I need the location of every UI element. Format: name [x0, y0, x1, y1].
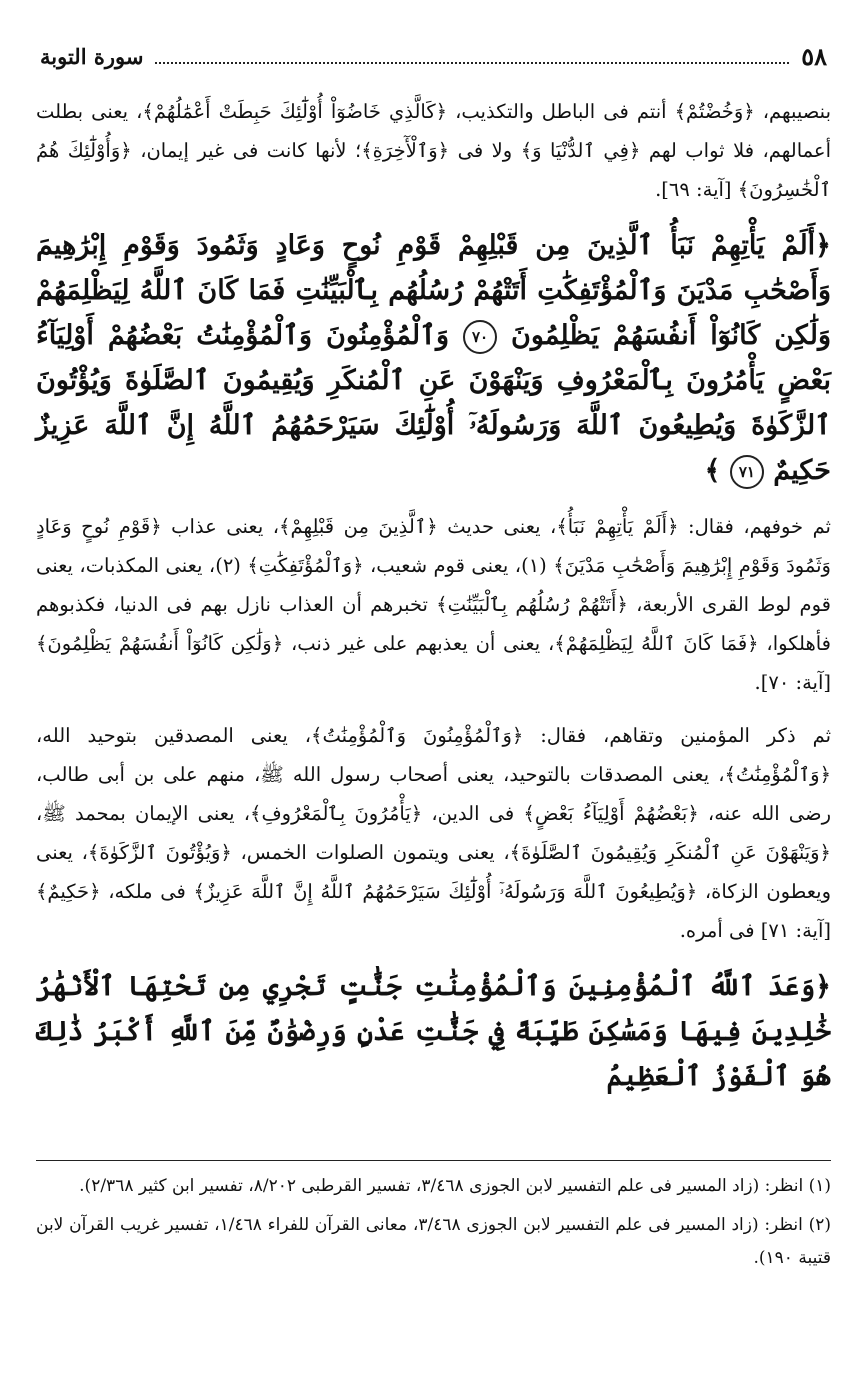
header-dotted-leader [155, 48, 789, 64]
surah-title: سورة التوبة [40, 43, 144, 69]
page-header [40, 38, 827, 74]
verse-70-text: ﴿أَلَمْ يَأْتِهِمْ نَبَأُ ٱلَّذِينَ مِن قَبْلِهِمْ قَوْمِ نُوحٍ وَعَادٍ وَثَمُودَ وَقَوْمِ إِبْرَٰهِيمَ وَأَصْحَٰبِ مَدْيَنَ وَٱلْمُؤْتَفِكَٰتِ أَتَتْهُمْ رُسُلُهُم بِٱلْبَيِّنَٰتِ فَمَا كَانَ ٱللَّهُ لِيَظْلِمَهُمْ وَلَٰكِن كَانُوٓاْ أَنفُسَهُمْ يَظْلِمُونَ [36, 230, 831, 351]
quran-verse-72: ﴿وَعَدَ ٱللَّهُ ٱلْمُؤْمِنِينَ وَٱلْمُؤْمِنَٰتِ جَنَّٰتٍ تَجْرِي مِن تَحْتِهَا ٱلْأَنْهَٰرُ خَٰلِدِينَ فِيهَا وَمَسَٰكِنَ طَيِّبَةً فِي جَنَّٰتِ عَدْنٍ وَرِضْوَٰنٌ مِّنَ ٱللَّهِ أَكْبَرُ ذَٰلِكَ هُوَ ٱلْفَوْزُ ٱلْعَظِيمُ [36, 971, 831, 1092]
commentary-paragraph-3: ثم ذكر المؤمنين وتقاهم، فقال: ﴿وَٱلْمُؤْمِنُونَ وَٱلْمُؤْمِنَٰتُ﴾، يعنى المصدقين بتوحيد الله، ﴿وَٱلْمُؤْمِنَٰتُ﴾، يعنى المصدقات بالتوحيد، يعنى أصحاب رسول الله ﷺ، منهم على بن أبى طالب، رضى الله عنه، ﴿بَعْضُهُمْ أَوْلِيَآءُ بَعْضٍ﴾ فى الدين، ﴿يَأْمُرُونَ بِٱلْمَعْرُوفِ﴾، يعنى الإيمان بمحمد ﷺ، ﴿وَيَنْهَوْنَ عَنِ ٱلْمُنكَرِ وَيُقِيمُونَ ٱلصَّلَوٰةَ﴾، يعنى ويتمون الصلوات الخمس، ﴿وَيُؤْتُونَ ٱلزَّكَوٰةَ﴾، يعنى ويعطون الزكاة، ﴿وَيُطِيعُونَ ٱللَّهَ وَرَسُولَهُۥٓ أُوْلَٰٓئِكَ سَيَرْحَمُهُمُ ٱللَّهُ إِنَّ ٱللَّهَ عَزِيزٌ﴾ فى ملكه، ﴿حَكِيمٌ﴾ [آية: ٧١] فى أمره. [36, 724, 831, 942]
commentary-paragraph-2: ثم خوفهم، فقال: ﴿أَلَمْ يَأْتِهِمْ نَبَأُ﴾، يعنى حديث ﴿ٱلَّذِينَ مِن قَبْلِهِمْ﴾، يعنى عذاب ﴿قَوْمِ نُوحٍ وَعَادٍ وَثَمُودَ وَقَوْمِ إِبْرَٰهِيمَ وَأَصْحَٰبِ مَدْيَنَ﴾ (١)، يعنى قوم شعيب، ﴿وَٱلْمُؤْتَفِكَٰتِ﴾ (٢)، يعنى المكذبات، يعنى قوم لوط القرى الأربعة، ﴿أَتَتْهُمْ رُسُلُهُم بِٱلْبَيِّنَٰتِ﴾ تخبرهم أن العذاب نازل بهم فى الدنيا، فكذبوهم فأهلكوا، ﴿فَمَا كَانَ ٱللَّهُ لِيَظْلِمَهُمْ﴾، يعنى أن يعذبهم على غير ذنب، ﴿وَلَٰكِن كَانُوٓاْ أَنفُسَهُمْ يَظْلِمُونَ﴾ [آية: ٧٠]. [36, 515, 831, 694]
ayah-number-71-marker: ٧١ [730, 455, 764, 489]
quran-verses-70-71 [36, 223, 831, 493]
verse-71-text: وَٱلْمُؤْمِنُونَ وَٱلْمُؤْمِنَٰتُ بَعْضُهُمْ أَوْلِيَآءُ بَعْضٍ يَأْمُرُونَ بِٱلْمَعْرُوفِ وَيَنْهَوْنَ عَنِ ٱلْمُنكَرِ وَيُقِيمُونَ ٱلصَّلَوٰةَ وَيُؤْتُونَ ٱلزَّكَوٰةَ وَيُطِيعُونَ ٱللَّهَ وَرَسُولَهُۥٓ أُوْلَٰٓئِكَ سَيَرْحَمُهُمُ ٱللَّهُ إِنَّ ٱللَّهَ عَزِيزٌ حَكِيمٌ [36, 320, 831, 486]
footnote-1: (١) انظر: (زاد المسير فى علم التفسير لابن الجوزى ٣/٤٦٨، تفسير القرطبى ٨/٢٠٢، تفسير ابن كثير ٢/٣٦٨). [79, 1176, 831, 1196]
verse-closing-bracket: ﴾ [704, 455, 721, 486]
commentary-paragraph-1: بنصيبهم، ﴿وَخُضْتُمْ﴾ أنتم فى الباطل والتكذيب، ﴿كَالَّذِي خَاضُوٓاْ أُوْلَٰٓئِكَ حَبِطَتْ أَعْمَٰلُهُمْ﴾، يعنى بطلت أعمالهم، فلا ثواب لهم ﴿فِي ٱلدُّنْيَا وَ﴾ ولا فى ﴿وَٱلْأٓخِرَةِ﴾؛ لأنها كانت فى غير إيمان، ﴿وَأُوْلَٰٓئِكَ هُمُ ٱلْخَٰسِرُونَ﴾ [آية: ٦٩]. [36, 100, 831, 201]
page-number: ٥٨ [801, 41, 827, 71]
footnote-divider [36, 1160, 831, 1161]
footnote-2: (٢) انظر: (زاد المسير فى علم التفسير لابن الجوزى ٣/٤٦٨، معانى القرآن للفراء ١/٤٦٨، تفسير غريب القرآن لابن قتيبة ١٩٠). [36, 1215, 831, 1268]
ayah-number-70-marker: ٧٠ [463, 320, 497, 354]
page-body [36, 92, 831, 1113]
footnotes [36, 1170, 831, 1281]
